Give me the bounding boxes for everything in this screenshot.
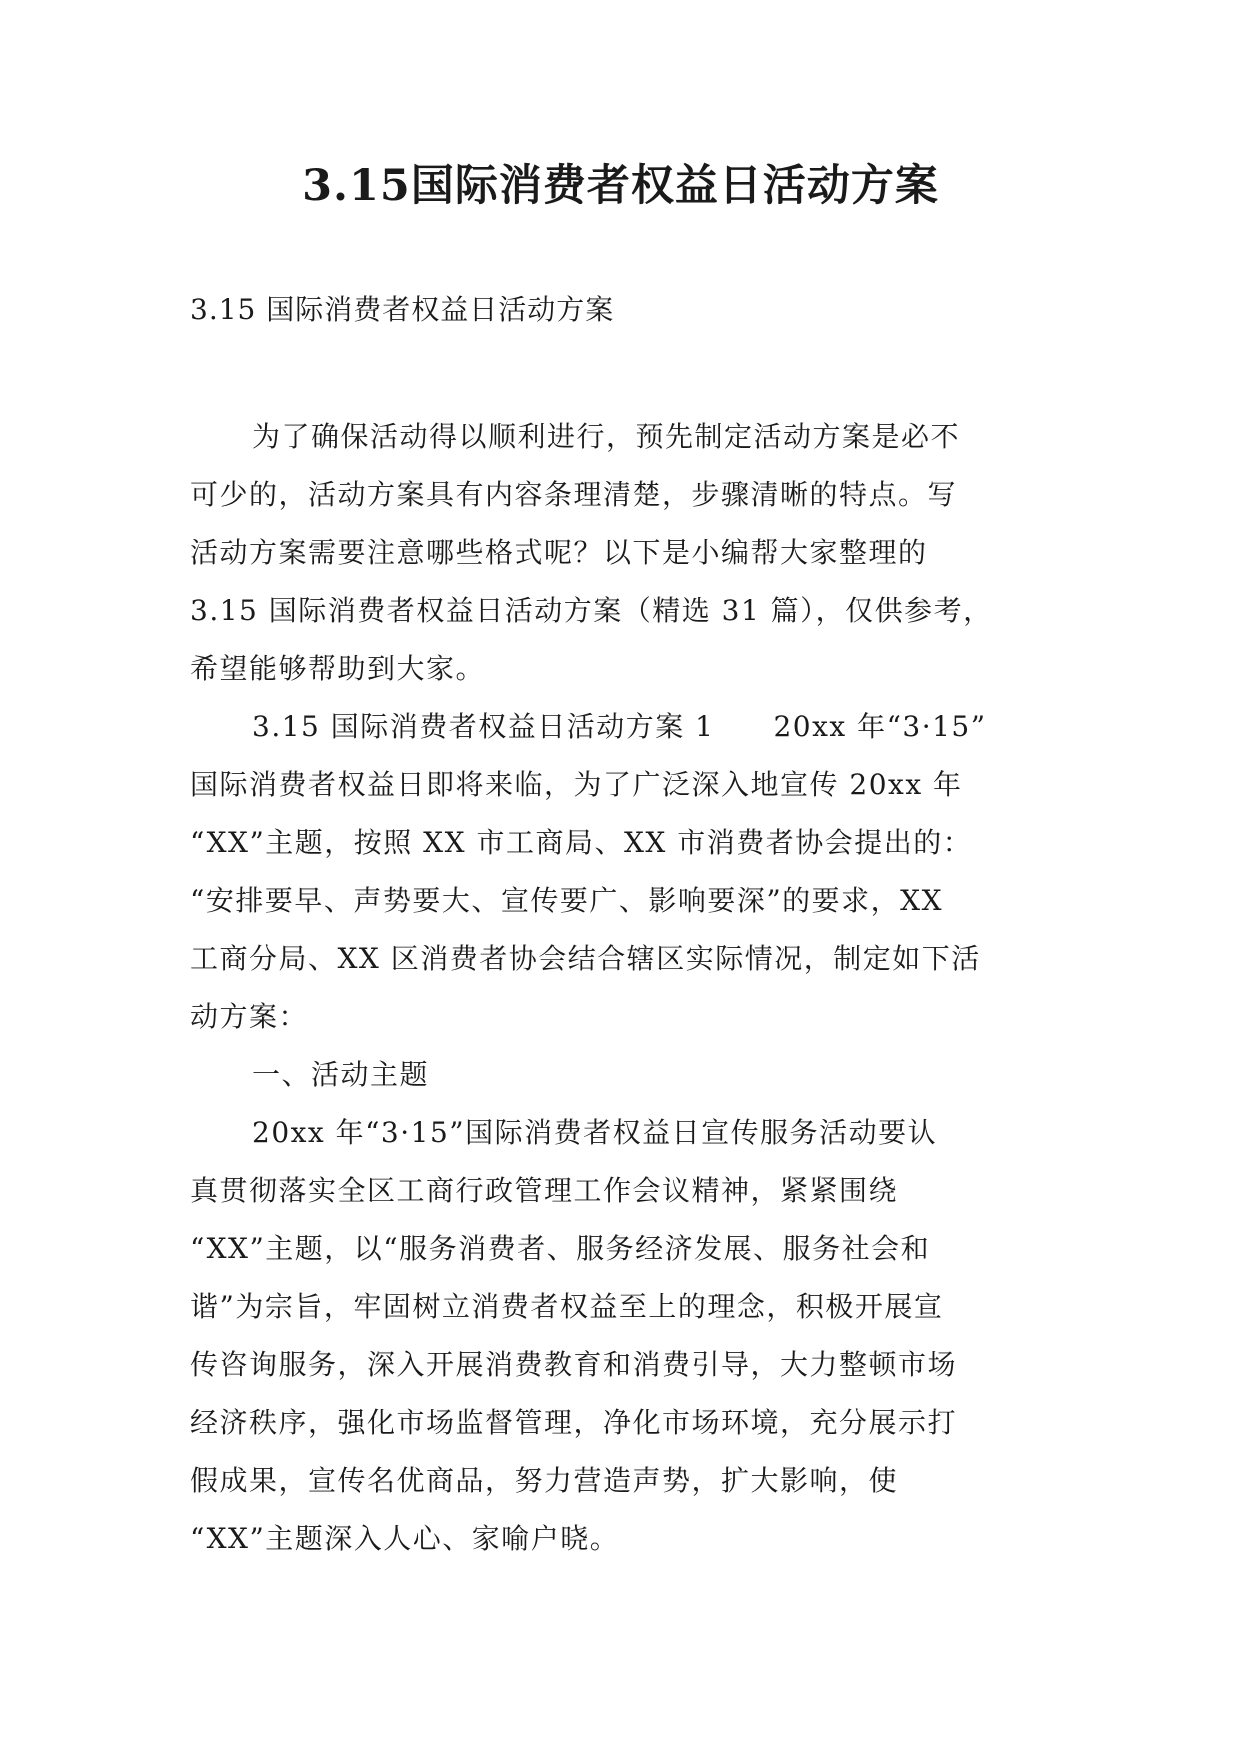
body-line: 3.15 国际消费者权益日活动方案（精选 31 篇），仅供参考， — [190, 594, 993, 627]
body-line: “XX”主题深入人心、家喻户晓。 — [190, 1522, 620, 1555]
document-title: 3.15国际消费者权益日活动方案 — [302, 161, 939, 211]
body-line: 3.15 国际消费者权益日活动方案 1 20xx 年“3·15” — [252, 710, 987, 743]
body-line: 国际消费者权益日即将来临，为了广泛深入地宣传 20xx 年 — [190, 768, 963, 801]
body-line: “XX”主题，按照 XX 市工商局、XX 市消费者协会提出的： — [190, 826, 973, 859]
body-line: 可少的，活动方案具有内容条理清楚，步骤清晰的特点。写 — [190, 478, 958, 511]
body-line: 工商分局、XX 区消费者协会结合辖区实际情况，制定如下活 — [190, 942, 981, 975]
body-line: 谐”为宗旨，牢固树立消费者权益至上的理念，积极开展宣 — [190, 1290, 944, 1323]
body-line: 20xx 年“3·15”国际消费者权益日宣传服务活动要认 — [252, 1116, 938, 1149]
body-line: 经济秩序，强化市场监督管理，净化市场环境，充分展示打 — [190, 1406, 958, 1439]
body-line: 假成果，宣传名优商品，努力营造声势，扩大影响，使 — [190, 1464, 899, 1497]
body-line: 真贯彻落实全区工商行政管理工作会议精神，紧紧围绕 — [190, 1174, 899, 1207]
body-line: 动方案： — [190, 1000, 309, 1033]
document-body — [190, 408, 1060, 1568]
section-heading: 一、活动主题 — [252, 1058, 430, 1091]
body-line: 传咨询服务，深入开展消费教育和消费引导，大力整顿市场 — [190, 1348, 958, 1381]
document-subtitle: 3.15 国际消费者权益日活动方案 — [190, 293, 615, 326]
body-line: “XX”主题，以“服务消费者、服务经济发展、服务社会和 — [190, 1232, 931, 1265]
body-line: 活动方案需要注意哪些格式呢？以下是小编帮大家整理的 — [190, 536, 928, 569]
body-line: 为了确保活动得以顺利进行，预先制定活动方案是必不 — [252, 420, 961, 453]
body-line: “安排要早、声势要大、宣传要广、影响要深”的要求，XX — [190, 884, 943, 917]
body-line: 希望能够帮助到大家。 — [190, 652, 486, 685]
